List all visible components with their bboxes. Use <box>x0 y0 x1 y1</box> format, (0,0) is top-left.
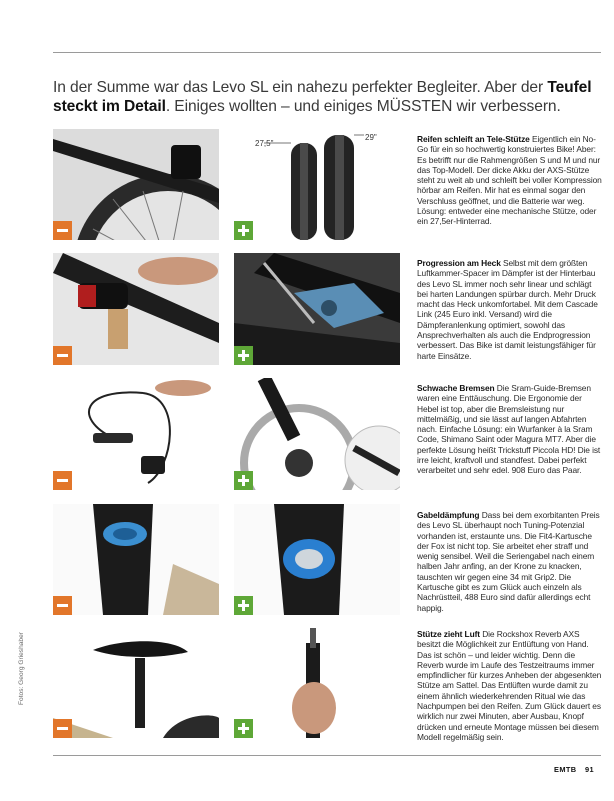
section-3-body: Die Sram-Guide-Bremsen waren eine Enttäuschung. Die Ergonomie der Hebel ist top, aber die Bremsleistung nur mittelmäßig, und sie lässt auf langen Abfahrten nach. Einfache Lösung: ein Wurfanker à la Sram Code, Shimano Saint oder Magura MT7. Aber die perfekte Lösung heißt Trickstuff Piccola HD! Die ist irre leicht, kraftvoll und standfest. Dabei perfekt verarbeitet und sehr edel. 908 Euro das Paar. <box>417 383 601 476</box>
size-label-small: 27,5" <box>255 139 274 148</box>
section-5-text <box>417 629 603 742</box>
minus-icon <box>56 599 69 612</box>
bottom-rule <box>53 755 601 756</box>
plus-badge <box>234 221 253 240</box>
photo-fork-before <box>53 504 219 615</box>
minus-icon <box>56 349 69 362</box>
section-3-title: Schwache Bremsen <box>417 383 495 393</box>
plus-icon <box>237 349 250 362</box>
photo-shock-before <box>53 253 219 365</box>
section-1-body: Eigentlich ein No-Go für ein so hochwertig konstruiertes Bike! Aber: Es betrifft nur die Rahmengrößen S und M und nur das Top-Modell. Der dicke Akku der AXS-Stütze steht zu weit ab und schleift bei voller Kompression hörbar am Reifen. Mir hat es einmal sogar den Verschluss geöffnet, und die Batterie war weg. Lösung: entweder eine mechanische Stütze, oder ein 27,5er-Hinterrad. <box>417 134 602 227</box>
intro-line1: In der Summe war das Levo SL ein nahezu perfekter Begleiter. Aber der <box>53 79 544 96</box>
minus-badge <box>53 346 72 365</box>
size-label-large: 29" <box>365 133 377 142</box>
intro-line2: . Einiges wollten – und einiges MÜSSTEN wir verbessern. <box>165 98 561 115</box>
photo-seatpost-before <box>53 628 219 738</box>
intro-bold: Teufel steckt im Detail <box>53 79 592 115</box>
section-2-body: Selbst mit dem größten Luftkammer-Spacer im Dämpfer ist der Hinterbau des Levo SL immer noch sehr linear und schlägt bei harten Landungen spürbar durch. Mehr Druck macht das Heck unkomfortabel. Mit dem Cascade Link (245 Euro inkl. Versand) wird die Dämpferanlenkung optimiert, sowohl das Ansprechverhalten als auch die Endprogression verbessert. Das Bike ist damit leistungsfähiger für harte Einsätze. <box>417 258 598 361</box>
magazine-name: EMTB <box>554 765 577 774</box>
minus-icon <box>56 224 69 237</box>
photo-cascade-link-after <box>234 253 400 365</box>
section-4-title: Gabeldämpfung <box>417 510 480 520</box>
photo-credit: Fotos: Georg Grieshaber <box>18 632 25 705</box>
section-5-body: Die Rockshox Reverb AXS besitzt die Möglichkeit zur Entlüftung von Hand. Das ist schön – und leider wichtig. Denn die Reverb wurde im Laufe des Testzeitraums immer empfindlicher für kurzes Anheben der abgesenkten Stütze am Sattel. Das Entlüften wurde damit zu einem ähnlich wiederkehrenden Ritual wie das Nachpumpen bei den Reifen. Zum Glück dauert es wirklich nur zwei Minuten, aber Ausbau, Knopf drücken und erneute Montage müssen bei diesem Modell regelmäßig sein. <box>417 629 602 742</box>
section-2-title: Progression am Heck <box>417 258 501 268</box>
page-number: 91 <box>585 765 595 774</box>
section-1-text <box>417 134 603 227</box>
page-footer <box>554 765 594 774</box>
section-2-text <box>417 258 603 361</box>
photo-tire-rub-before <box>53 129 219 240</box>
section-5-title: Stütze zieht Luft <box>417 629 480 639</box>
section-3-text <box>417 383 603 476</box>
plus-icon <box>237 224 250 237</box>
photo-seatpost-after <box>234 628 400 738</box>
plus-icon <box>237 722 250 735</box>
photo-brakes-before <box>53 378 219 490</box>
minus-icon <box>56 474 69 487</box>
top-rule <box>53 52 601 53</box>
section-4-body: Dass bei dem exorbitanten Preis des Levo SL überhaupt noch Tuning-Potenzial vorhanden ist, erstaunte uns. Die Fit4-Kartusche der Fox ist nicht top. Sie arbeitet eher straff und wenig sensibel. Weil die Seriengabel nach einem halben Jahr anfing, an der Krone zu knacken, tauschten wir gegen eine 34 mit Grip2. Die Kartusche gibt es zum Glück auch einzeln als Nachrüstteil, 488 Euro sind dafür allerdings echt happig. <box>417 510 600 613</box>
plus-badge <box>234 596 253 615</box>
plus-badge <box>234 719 253 738</box>
plus-icon <box>237 474 250 487</box>
section-4-text <box>417 510 603 613</box>
minus-badge <box>53 719 72 738</box>
minus-icon <box>56 722 69 735</box>
minus-badge <box>53 471 72 490</box>
section-1-title: Reifen schleift an Tele-Stütze <box>417 134 530 144</box>
plus-badge <box>234 346 253 365</box>
plus-icon <box>237 599 250 612</box>
minus-badge <box>53 221 72 240</box>
minus-badge <box>53 596 72 615</box>
photo-brakes-after <box>234 378 400 490</box>
plus-badge <box>234 471 253 490</box>
photo-fork-after <box>234 504 400 615</box>
intro-text <box>53 78 603 116</box>
